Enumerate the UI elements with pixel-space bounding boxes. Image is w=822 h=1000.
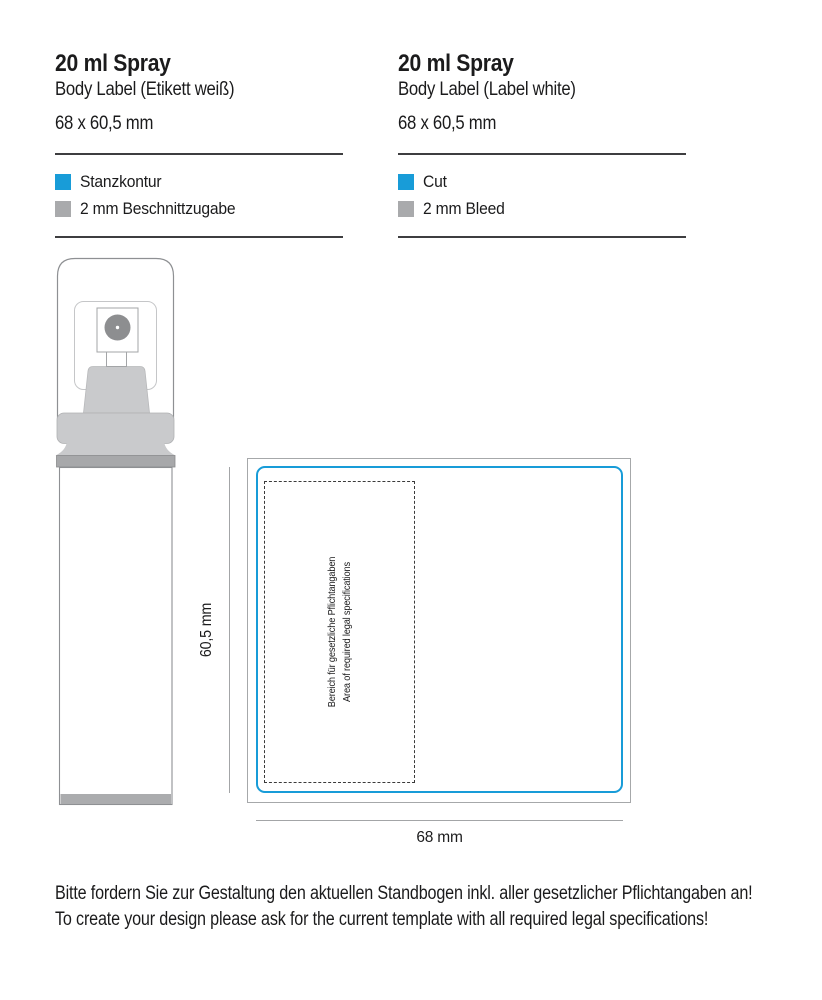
nozzle-orifice-dot [116, 326, 119, 329]
legal-area-text-en: Area of required legal specifications [341, 562, 353, 702]
cut-color-swatch [55, 174, 71, 190]
spray-bottle-drawing [50, 252, 185, 812]
legend-label: 2 mm Bleed [423, 199, 505, 218]
bottle-body [60, 468, 173, 805]
pump-collar [57, 413, 174, 444]
shoulder-flare [56, 441, 176, 456]
product-title: 20 ml Spray [55, 50, 171, 77]
label-dimensions: 68 x 60,5 mm [55, 113, 154, 134]
bleed-color-swatch [55, 201, 71, 217]
actuator [84, 367, 150, 414]
legal-area-text-de: Bereich für gesetzliche Pflichtangaben [326, 556, 338, 708]
legend-item-bleed [398, 201, 512, 217]
bleed-color-swatch [398, 201, 414, 217]
height-dimension-line [229, 467, 230, 793]
legend-item-bleed [55, 201, 249, 217]
legend-label: 2 mm Beschnittzugabe [80, 199, 236, 218]
width-dimension-label: 68 mm [416, 829, 463, 846]
legend-label: Cut [423, 172, 447, 191]
label-type: Body Label (Label white) [398, 79, 576, 100]
nozzle-stem [107, 352, 127, 367]
width-dimension-line [256, 820, 623, 821]
product-title: 20 ml Spray [398, 50, 514, 77]
divider [55, 153, 343, 155]
label-dimensions: 68 x 60,5 mm [398, 113, 497, 134]
legend-item-cut [55, 174, 169, 190]
footer-note [55, 881, 752, 932]
footer-note-de: Bitte fordern Sie zur Gestaltung den aktuellen Standbogen inkl. aller gesetzlicher Pflichtangaben an! [55, 883, 753, 904]
crimp-band [57, 456, 176, 468]
bottle-bottom-band [61, 794, 172, 804]
footer-note-en: To create your design please ask for the current template with all required legal specifications! [55, 908, 709, 930]
legend-item-cut [398, 174, 449, 190]
legal-area-text [325, 557, 355, 707]
divider [398, 153, 686, 155]
spec-header-de [55, 0, 343, 260]
cut-color-swatch [398, 174, 414, 190]
legend-label: Stanzkontur [80, 172, 162, 191]
label-type: Body Label (Etikett weiß) [55, 79, 235, 100]
spec-header-en [398, 0, 686, 260]
divider [55, 236, 343, 238]
divider [398, 236, 686, 238]
height-dimension-label: 60,5 mm [198, 602, 215, 658]
